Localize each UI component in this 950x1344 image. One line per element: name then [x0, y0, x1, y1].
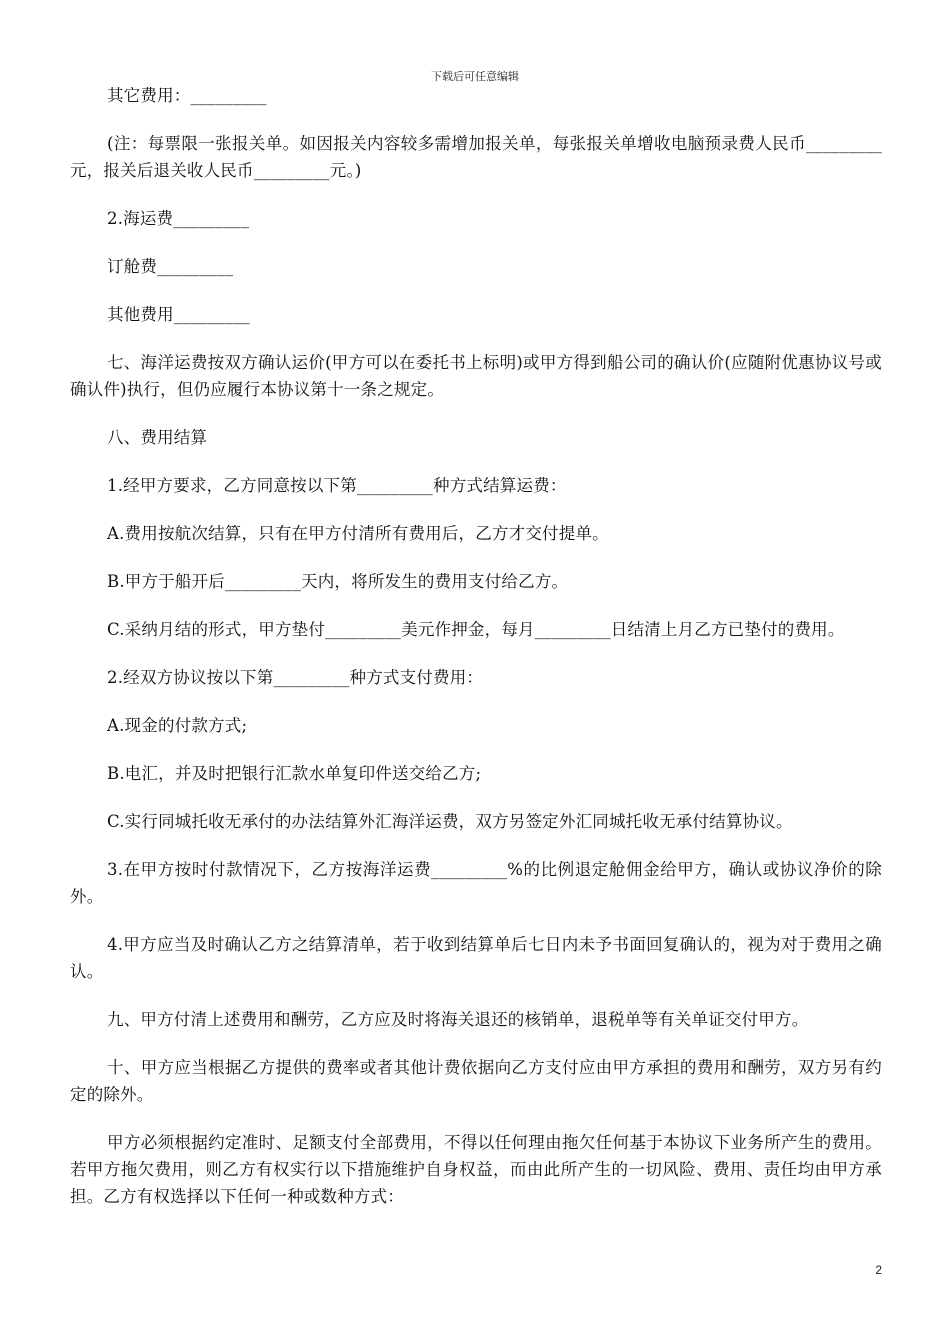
- header-note: 下载后可任意编辑: [431, 70, 519, 83]
- paragraph-customs-note: (注：每票限一张报关单。如因报关内容较多需增加报关单，每张报关单增收电脑预录费人民币_________元，报关后退关收人民币_________元。): [70, 134, 882, 180]
- paragraph-clause-8-heading: 八、费用结算: [107, 428, 208, 447]
- paragraph-clause-9: 九、甲方付清上述费用和酬劳，乙方应及时将海关退还的核销单，退税单等有关单证交付甲方。: [107, 1010, 809, 1029]
- document-body: [70, 82, 882, 1231]
- page-number: 2: [875, 1263, 882, 1277]
- paragraph-settlement-4: 4.甲方应当及时确认乙方之结算清单，若于收到结算单后七日内未予书面回复确认的，视为对于费用之确认。: [70, 935, 882, 981]
- paragraph-settlement-3: 3.在甲方按时付款情况下，乙方按海洋运费_________%的比例退定舱佣金给甲方，确认或协议净价的除外。: [70, 860, 882, 906]
- paragraph-clause-7: 七、海洋运费按双方确认运价(甲方可以在委托书上标明)或甲方得到船公司的确认价(应随附优惠协议号或确认件)执行，但仍应履行本协议第十一条之规定。: [70, 353, 882, 399]
- paragraph-misc-fees: 其他费用_________: [107, 305, 250, 324]
- paragraph-settlement-2: 2.经双方协议按以下第_________种方式支付费用：: [107, 668, 484, 687]
- paragraph-booking-fee: 订舱费_________: [107, 257, 234, 276]
- paragraph-settlement-1a: A.费用按航次结算，只有在甲方付清所有费用后，乙方才交付提单。: [107, 524, 609, 543]
- paragraph-other-fees: 其它费用：_________: [107, 86, 267, 105]
- paragraph-settlement-1c: C.采纳月结的形式，甲方垫付_________美元作押金，每月_________日结清上月乙方已垫付的费用。: [107, 620, 845, 639]
- paragraph-settlement-1b: B.甲方于船开后_________天内，将所发生的费用支付给乙方。: [107, 572, 569, 591]
- paragraph-ocean-freight: 2.海运费_________: [107, 209, 250, 228]
- paragraph-settlement-2b: B.电汇，并及时把银行汇款水单复印件送交给乙方;: [107, 764, 482, 783]
- paragraph-clause-10: 十、甲方应当根据乙方提供的费率或者其他计费依据向乙方支付应由甲方承担的费用和酬劳，双方另有约定的除外。: [70, 1058, 882, 1104]
- paragraph-settlement-1: 1.经甲方要求，乙方同意按以下第_________种方式结算运费：: [107, 476, 567, 495]
- paragraph-clause-10-detail: 甲方必须根据约定准时、足额支付全部费用，不得以任何理由拖欠任何基于本协议下业务所产生的费用。若甲方拖欠费用，则乙方有权实行以下措施维护自身权益，而由此所产生的一切风险、费用、责任均由甲方承担。乙方有权选择以下任何一种或数种方式：: [70, 1133, 882, 1206]
- paragraph-settlement-2c: C.实行同城托收无承付的办法结算外汇海洋运费，双方另签定外汇同城托收无承付结算协议。: [107, 812, 793, 831]
- paragraph-settlement-2a: A.现金的付款方式;: [107, 716, 248, 735]
